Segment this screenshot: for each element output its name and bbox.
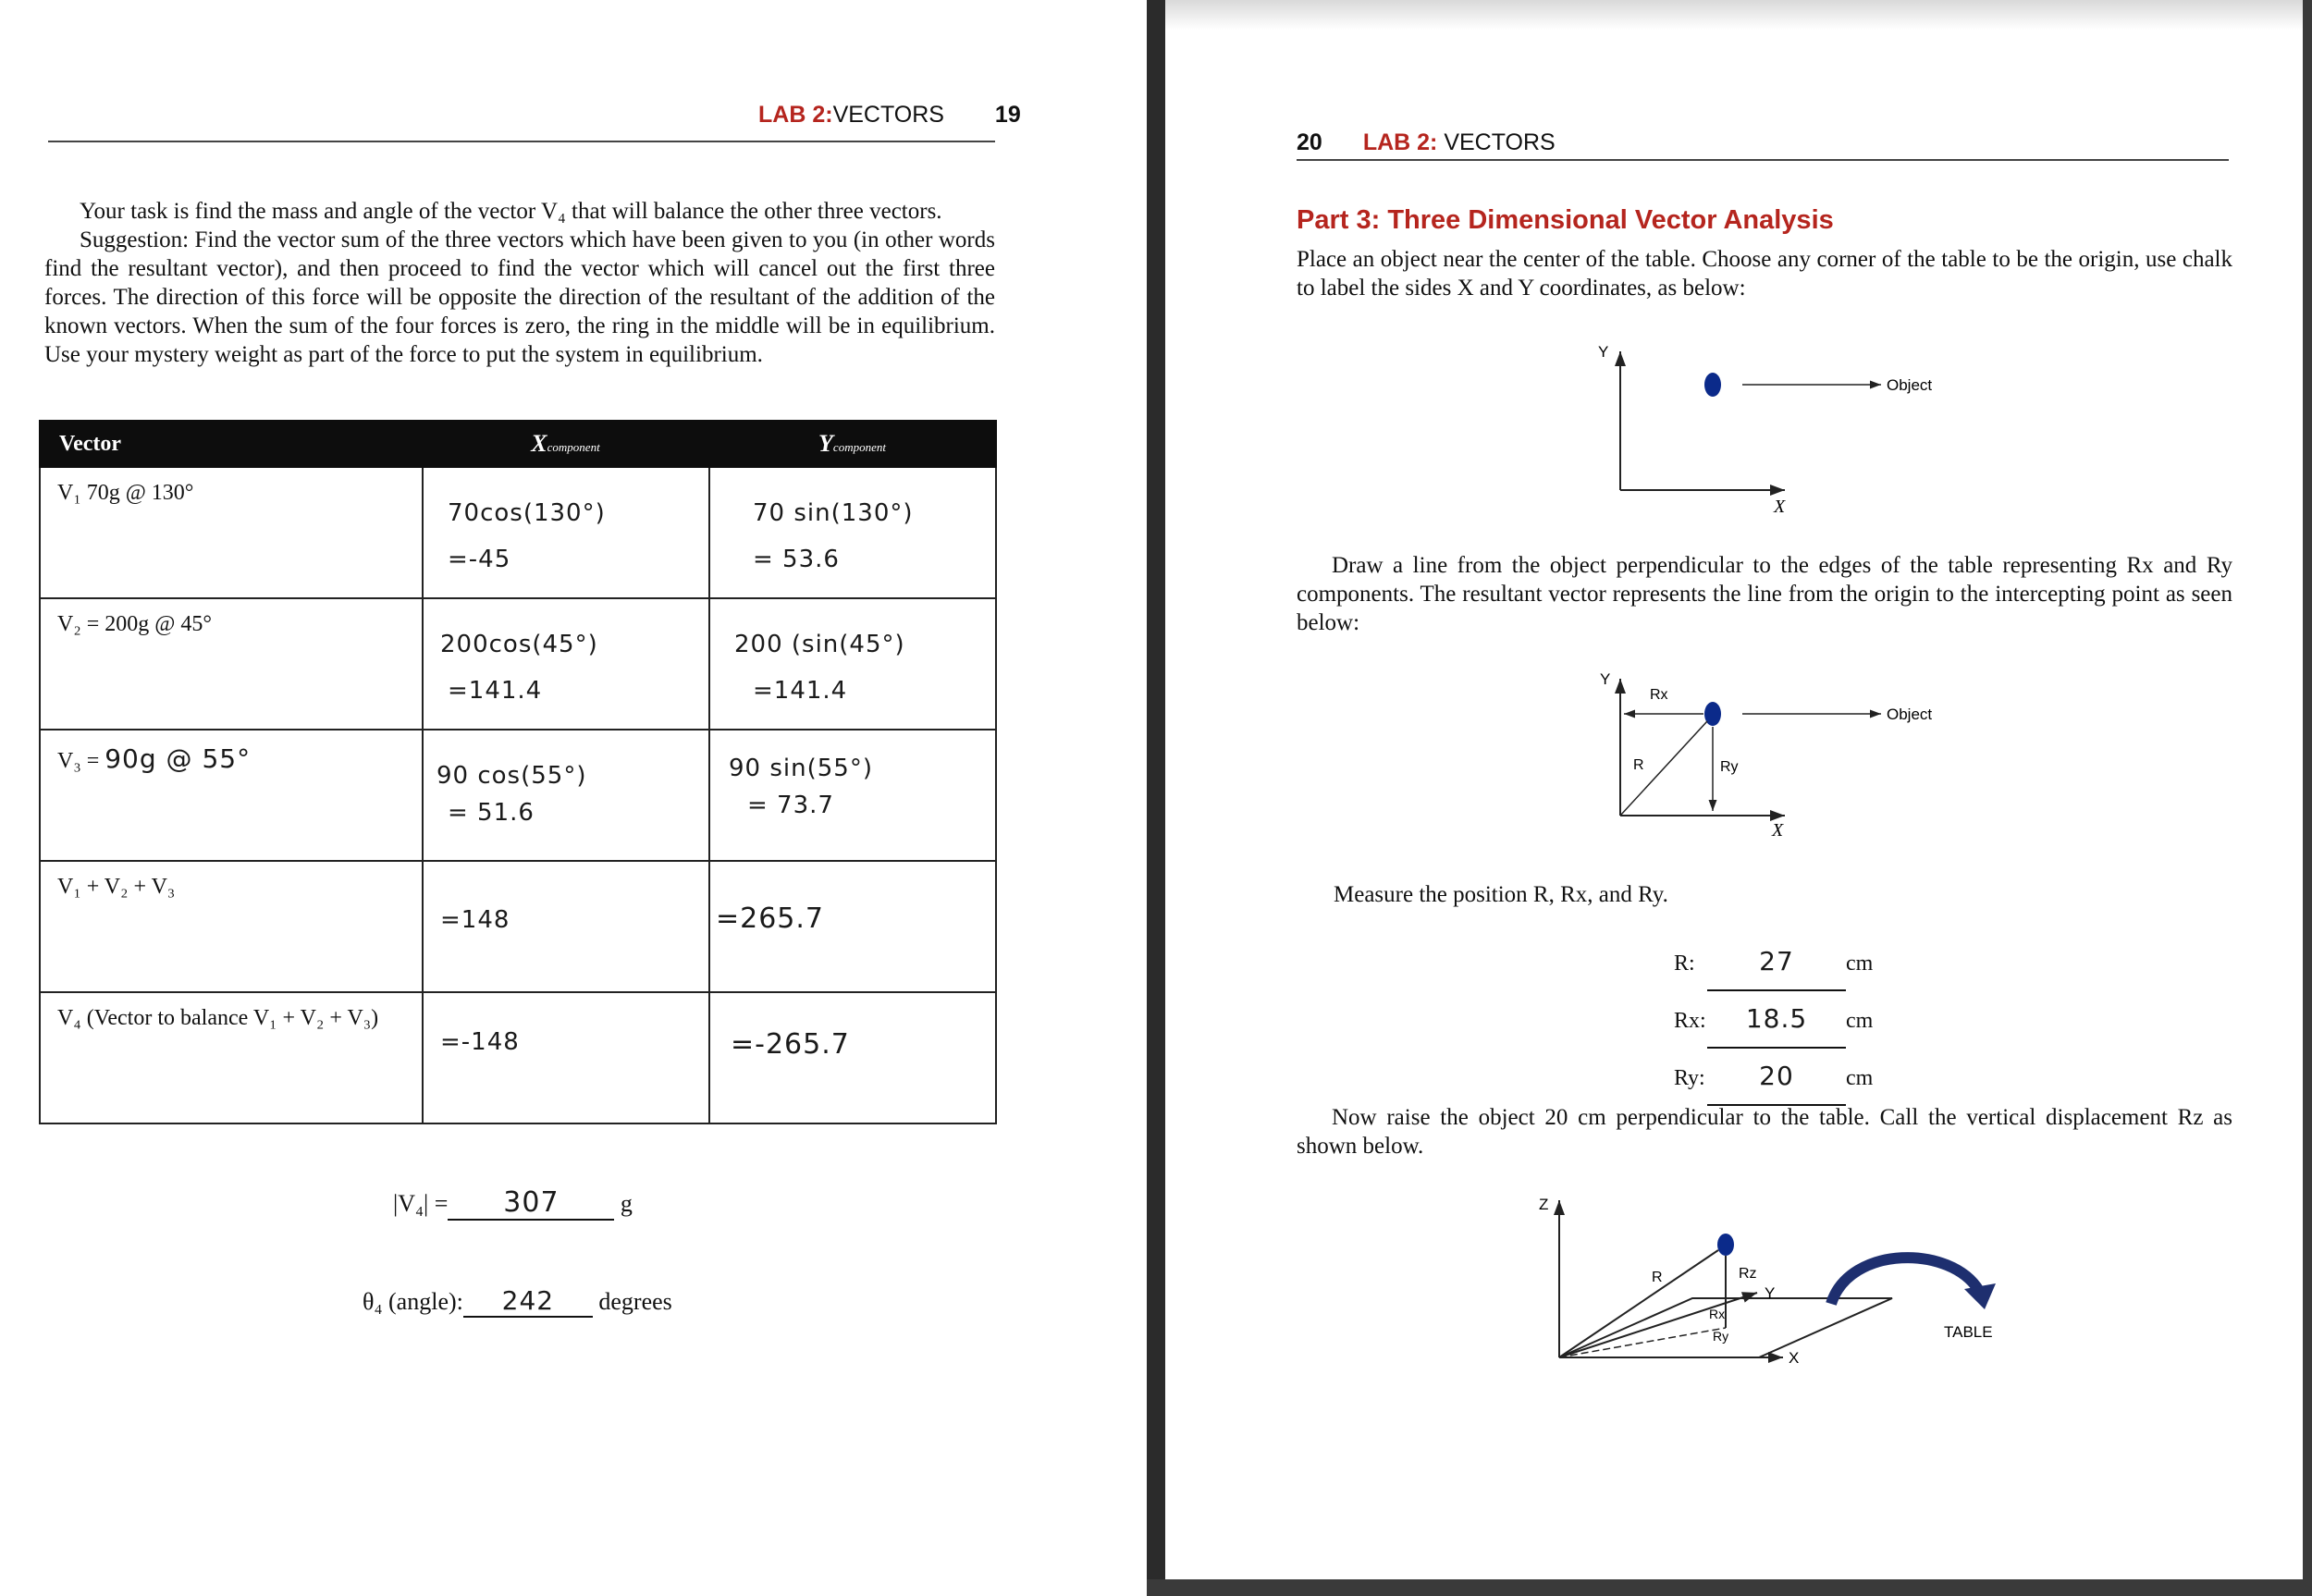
diagram-3d-table (1526, 1189, 2044, 1374)
measure-rx-unit: cm (1846, 1009, 1874, 1033)
row3-y-cell (709, 730, 996, 861)
table-row (40, 730, 996, 861)
table-row (40, 861, 996, 992)
right-header-title: VECTORS (1444, 129, 1556, 155)
left-intro-paragraph: Suggestion: Find the vector sum of the three vectors which have been given to you (in other words find the resultant vector), and then proceed to find the vector which will cancel out the first three forces. The direction of this force will be opposite the direction of the resultant of the addition of the known vectors. When the sum of the four forces is zero, the ring in the middle will be in equilibrium. Use your mystery weight as part of the force to put the system in equilibrium. (44, 227, 995, 367)
table-row (40, 598, 996, 730)
row3-vector-cell (40, 730, 423, 861)
row1-y-cell (709, 467, 996, 598)
d3-table-label: TABLE (1944, 1323, 1993, 1341)
angle-unit: degrees (598, 1288, 672, 1315)
d3-ry-label: Ry (1713, 1329, 1729, 1344)
d3-r-line (1559, 1250, 1718, 1357)
d2-rx-label: Rx (1650, 687, 1668, 703)
d3-object-dot (1717, 1234, 1734, 1256)
d2-ry-label: Ry (1720, 759, 1739, 775)
measure-rx-label: Rx: (1674, 1009, 1706, 1033)
row3-y-line1: 90 sin(55°) (729, 755, 873, 782)
measure-row-ry (1674, 1049, 1873, 1106)
left-header-lab: LAB 2: (758, 102, 833, 128)
row4-y-cell (709, 861, 996, 992)
left-intro-line1: Your task is find the mass and angle of the vector V₄ that will balance the other three vectors. (80, 199, 942, 224)
d3-curved-arrow (1831, 1258, 1979, 1304)
row2-y-line1: 200 (sin(45°) (734, 631, 905, 658)
right-page-top-shadow (1165, 0, 2312, 30)
measure-ry-value: 20 (1707, 1049, 1846, 1106)
page-gutter (1147, 0, 1165, 1596)
row4-label: V₁ + V₂ + V₃ (57, 875, 176, 899)
measure-r-value: 27 (1707, 934, 1846, 991)
part3-title: Part 3: Three Dimensional Vector Analysis (1297, 205, 1834, 235)
row2-y-cell (709, 598, 996, 730)
d3-z-label: Z (1539, 1196, 1549, 1213)
angle-line (363, 1285, 672, 1318)
header-y-label: Y (818, 430, 833, 457)
d1-object-dot (1704, 373, 1721, 397)
part3-intro: Place an object near the center of the table. Choose any corner of the table to be the origin, use chalk to label the sides X and Y coordinates, as below: (1297, 247, 2232, 301)
d3-y-label: Y (1765, 1284, 1776, 1302)
magnitude-line (393, 1186, 633, 1221)
measure-ry-label: Ry: (1674, 1066, 1705, 1090)
vector-table (39, 420, 997, 1124)
d3-rz-label: Rz (1739, 1266, 1757, 1282)
magnitude-label: |V₄| = (393, 1190, 449, 1217)
d2-y-label: Y (1600, 670, 1611, 688)
header-x (423, 421, 709, 467)
right-page-header (1297, 129, 1556, 156)
d3-rx-label: Rx (1709, 1307, 1726, 1321)
row1-x-line1: 70cos(130°) (448, 499, 606, 527)
right-page-number: 20 (1297, 129, 1322, 155)
row5-vector-cell (40, 992, 423, 1123)
row1-label: V₁ 70g @ 130° (57, 481, 194, 505)
right-scan-edge (2303, 0, 2312, 1596)
row2-x-line2: =141.4 (448, 677, 543, 705)
row3-label (57, 743, 251, 774)
row1-y-line1: 70 sin(130°) (753, 499, 914, 527)
row4-x-line1: =148 (440, 906, 510, 934)
header-y-sub: component (832, 440, 886, 454)
diagram-axes-object (1572, 338, 2035, 523)
header-x-label: X (531, 430, 547, 457)
measure-instruction: Measure the position R, Rx, and Ry. (1334, 882, 1668, 907)
row4-y-line1: =265.7 (716, 902, 825, 935)
part3-paragraph3: Now raise the object 20 cm perpendicular to the table. Call the vertical displacement Rz as shown below. (1297, 1105, 2232, 1159)
d2-x-label: X (1772, 820, 1784, 841)
diagram-rx-ry (1572, 668, 2035, 853)
bottom-scan-edge (1147, 1579, 2312, 1596)
left-page-number: 19 (994, 102, 1021, 128)
magnitude-value: 307 (448, 1186, 614, 1221)
magnitude-unit: g (620, 1190, 633, 1217)
row3-label-handwritten: 90g @ 55° (105, 743, 252, 774)
row2-vector-cell (40, 598, 423, 730)
measure-rx-value: 18.5 (1707, 991, 1846, 1049)
d3-r-label: R (1652, 1270, 1663, 1285)
d3-curved-arrowhead (1964, 1283, 1996, 1309)
row2-label: V₂ = 200g @ 45° (57, 612, 212, 636)
table-row (40, 467, 996, 598)
d2-r-label: R (1633, 757, 1644, 773)
row3-x-cell (423, 730, 709, 861)
d1-object-label: Object (1887, 376, 1933, 394)
measurements-list (1674, 934, 1873, 1106)
header-y (709, 421, 996, 467)
row3-x-line1: 90 cos(55°) (437, 762, 587, 790)
row3-label-text: V₃ = (57, 749, 100, 773)
angle-label: θ₄ (angle): (363, 1288, 463, 1315)
angle-value: 242 (463, 1285, 593, 1318)
right-header-rule (1297, 159, 2229, 161)
vector-table-header (40, 421, 996, 467)
left-page-header (758, 102, 1021, 129)
row2-x-line1: 200cos(45°) (440, 631, 598, 658)
d3-projection-line (1559, 1328, 1729, 1357)
row2-x-cell (423, 598, 709, 730)
table-row (40, 992, 996, 1123)
left-header-title: VECTORS (832, 102, 944, 128)
d3-x-label: X (1789, 1349, 1800, 1367)
row5-x-line1: =-148 (440, 1028, 520, 1056)
d1-x-label: X (1774, 497, 1786, 517)
row2-y-line2: =141.4 (753, 677, 848, 705)
measure-row-rx (1674, 991, 1873, 1049)
measure-r-label: R: (1674, 951, 1695, 976)
row5-label: V₄ (Vector to balance V₁ + V₂ + V₃) (57, 1006, 379, 1030)
row4-x-cell (423, 861, 709, 992)
right-header-lab: LAB 2: (1362, 129, 1438, 155)
row3-y-line2: = 73.7 (747, 792, 834, 819)
row5-x-cell (423, 992, 709, 1123)
row5-y-cell (709, 992, 996, 1123)
row1-x-line2: =-45 (448, 546, 511, 573)
row5-y-line1: =-265.7 (731, 1028, 850, 1061)
header-vector: Vector (40, 421, 423, 467)
measure-ry-unit: cm (1846, 1066, 1874, 1090)
measure-r-unit: cm (1846, 951, 1874, 976)
d2-object-label: Object (1887, 706, 1933, 723)
left-header-rule (48, 141, 995, 142)
row1-y-line2: = 53.6 (753, 546, 840, 573)
row1-vector-cell (40, 467, 423, 598)
row4-vector-cell (40, 861, 423, 992)
d1-y-label: Y (1598, 343, 1609, 361)
row3-x-line2: = 51.6 (448, 799, 535, 827)
measure-row-r (1674, 934, 1873, 991)
header-x-sub: component (547, 440, 600, 454)
row1-x-cell (423, 467, 709, 598)
d3-y-axis (1559, 1293, 1757, 1357)
part3-paragraph2: Draw a line from the object perpendicular to the edges of the table representing Rx and Ry components. The resultant vector represents the line from the origin to the intercepting point as seen below: (1297, 553, 2232, 635)
